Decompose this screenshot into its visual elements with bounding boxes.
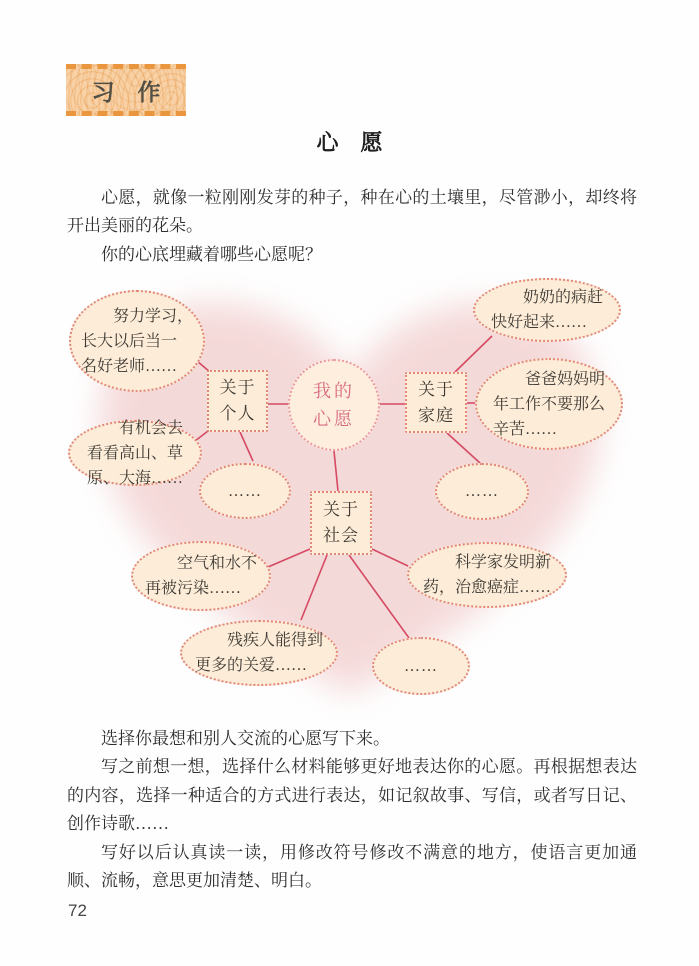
bubble-text: [195, 628, 323, 678]
bubble-line: 奶奶的病赶: [522, 289, 603, 306]
bubble-text: [87, 416, 183, 491]
paragraph-intro-2: 你的心底埋藏着哪些心愿呢？: [101, 244, 322, 264]
bubble-line: 更多的关爱……: [194, 657, 307, 674]
bubble-line: 药，治愈癌症……: [422, 579, 551, 596]
bubble-line: 快好起来……: [490, 314, 587, 331]
bubble-line: 空气和水不: [176, 555, 257, 572]
bubble-teacher-wish: [69, 290, 205, 392]
bubble-science-wish: [407, 542, 567, 608]
category-label-line: 关于: [219, 378, 256, 397]
bubble-disabled-care-wish: [180, 620, 338, 686]
bubble-text: [423, 550, 551, 600]
category-label: [323, 497, 359, 549]
bubble-line: 原、大海……: [86, 469, 183, 487]
bubble-line: ……: [228, 482, 262, 500]
bubble-text: [145, 551, 257, 601]
bubble-environment-wish: [131, 541, 271, 611]
category-label-line: 关于: [418, 379, 454, 399]
category-label-line: 个人: [219, 404, 256, 423]
bubble-line: 年工作不要那么: [492, 395, 605, 413]
bubble-line: 残疾人能得到: [226, 632, 323, 649]
page-title: 心 愿: [316, 130, 383, 155]
category-label-line: 关于: [323, 500, 359, 519]
bubble-line: ……: [404, 657, 438, 675]
bubble-line: ……: [465, 483, 499, 500]
bubble-text: [491, 285, 603, 335]
paragraph-task-2: 写之前想一想，选择什么材料能够更好地表达你的心愿。再根据想表达的内容，选择一种适合的方式进行表达，如记叙故事、写信，或者写日记、创作诗歌……: [67, 757, 637, 834]
category-label-line: 社会: [323, 526, 359, 545]
bubble-line: 有机会去: [118, 419, 183, 437]
exercise-badge: [66, 64, 186, 116]
bubble-text: [81, 304, 193, 379]
bubble-line: 再被污染……: [144, 580, 241, 597]
intro-paragraphs: [67, 184, 637, 269]
bubble-line: 爸爸妈妈明: [524, 370, 605, 388]
category-node-society: [310, 491, 372, 555]
category-label-line: 家庭: [418, 405, 454, 425]
bubble-line: 名好老师……: [80, 357, 177, 375]
paragraph-intro-1: 心愿，就像一粒刚刚发芽的种子，种在心的土壤里，尽管渺小，却终将开出美丽的花朵。: [67, 188, 637, 236]
paragraph-task-1: 选择你最想和别人交流的心愿写下来。: [101, 729, 390, 748]
bubble-line: 长大以后当一: [80, 332, 177, 350]
bubble-text: [404, 654, 438, 679]
bubble-line: 辛苦……: [492, 420, 557, 438]
mindmap-center-node: [288, 359, 380, 451]
bubble-text: [493, 367, 605, 442]
category-node-family: [405, 372, 467, 433]
center-label-line: 心愿: [313, 409, 355, 429]
paragraph-task-3: 写好以后认真读一读，用修改符号修改不满意的地方，使语言更加通顺、流畅，意思更加清楚、明白。: [67, 842, 637, 891]
bubble-travel-wish: [68, 420, 202, 486]
bubble-line: 科学家发明新: [454, 554, 551, 571]
bubble-family-ellipsis: [435, 463, 529, 520]
bubble-line: 努力学习，: [112, 307, 193, 325]
bubble-grandma-wish: [473, 278, 621, 342]
category-label: [220, 375, 256, 427]
exercise-badge-label: 习 作: [91, 79, 161, 105]
center-label: [313, 377, 355, 433]
center-label-line: 我的: [313, 381, 355, 401]
category-label: [418, 377, 454, 429]
page-number: 72: [68, 901, 87, 920]
bubble-text: [228, 479, 262, 504]
task-paragraphs: [67, 725, 637, 895]
bubble-personal-ellipsis: [199, 463, 291, 519]
bubble-text: [465, 479, 499, 504]
bubble-society-ellipsis: [372, 637, 470, 695]
bubble-line: 看看高山、草: [86, 444, 183, 462]
category-node-personal: [207, 370, 268, 432]
bubble-parents-wish: [475, 358, 623, 450]
